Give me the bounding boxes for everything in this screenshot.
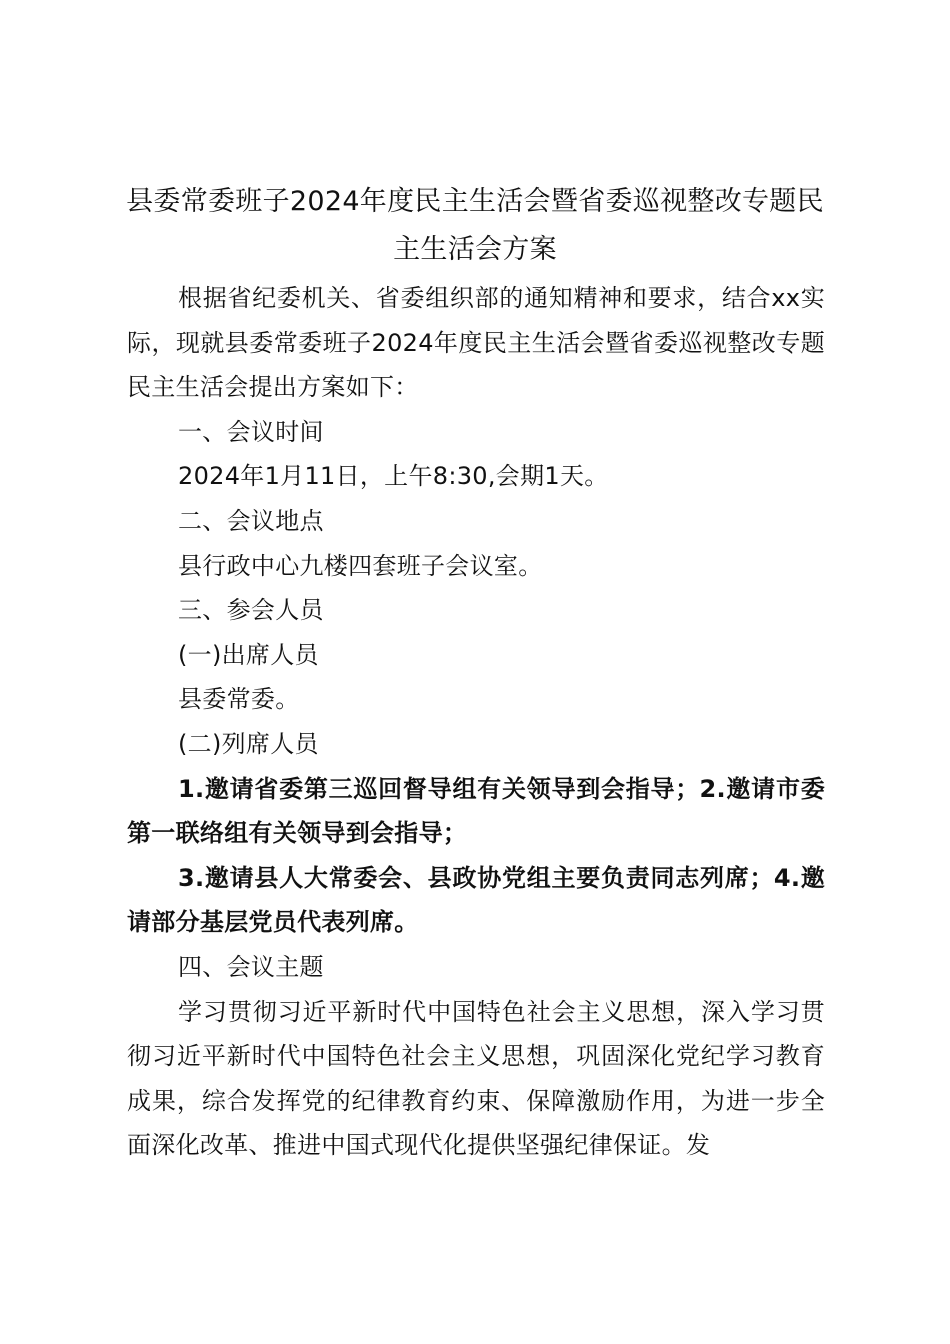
attendees-text: 县委常委。 [178,685,300,714]
subheading-attendees: (一)出席人员 [178,640,319,669]
document-body [127,276,825,1168]
section-heading-location: 二、会议地点 [178,506,324,535]
section-heading-theme: 四、会议主题 [178,952,324,981]
observers-list-1: 1.邀请省委第三巡回督导组有关领导到会指导；2.邀请市委第一联络组有关领导到会指导； [127,774,825,848]
intro-paragraph: 根据省纪委机关、省委组织部的通知精神和要求，结合xx实际，现就县委常委班子2024年度民主生活会暨省委巡视整改专题民主生活会提出方案如下： [127,284,825,402]
section-heading-time: 一、会议时间 [178,417,324,446]
section-heading-attendees: 三、参会人员 [178,596,324,625]
meeting-time: 2024年1月11日，上午8:30,会期1天。 [178,462,609,491]
theme-paragraph: 学习贯彻习近平新时代中国特色社会主义思想，深入学习贯彻习近平新时代中国特色社会主义思想，巩固深化党纪学习教育成果，综合发挥党的纪律教育约束、保障激励作用，为进一步全面深化改革、推进中国式现代化提供坚强纪律保证。发 [127,997,825,1160]
subheading-observers: (二)列席人员 [178,729,319,758]
observers-list-2: 3.邀请县人大常委会、县政协党组主要负责同志列席；4.邀请部分基层党员代表列席。 [127,863,825,937]
meeting-location: 县行政中心九楼四套班子会议室。 [178,551,543,580]
document-title: 县委常委班子2024年度民主生活会暨省委巡视整改专题民主生活会方案 [126,186,824,265]
